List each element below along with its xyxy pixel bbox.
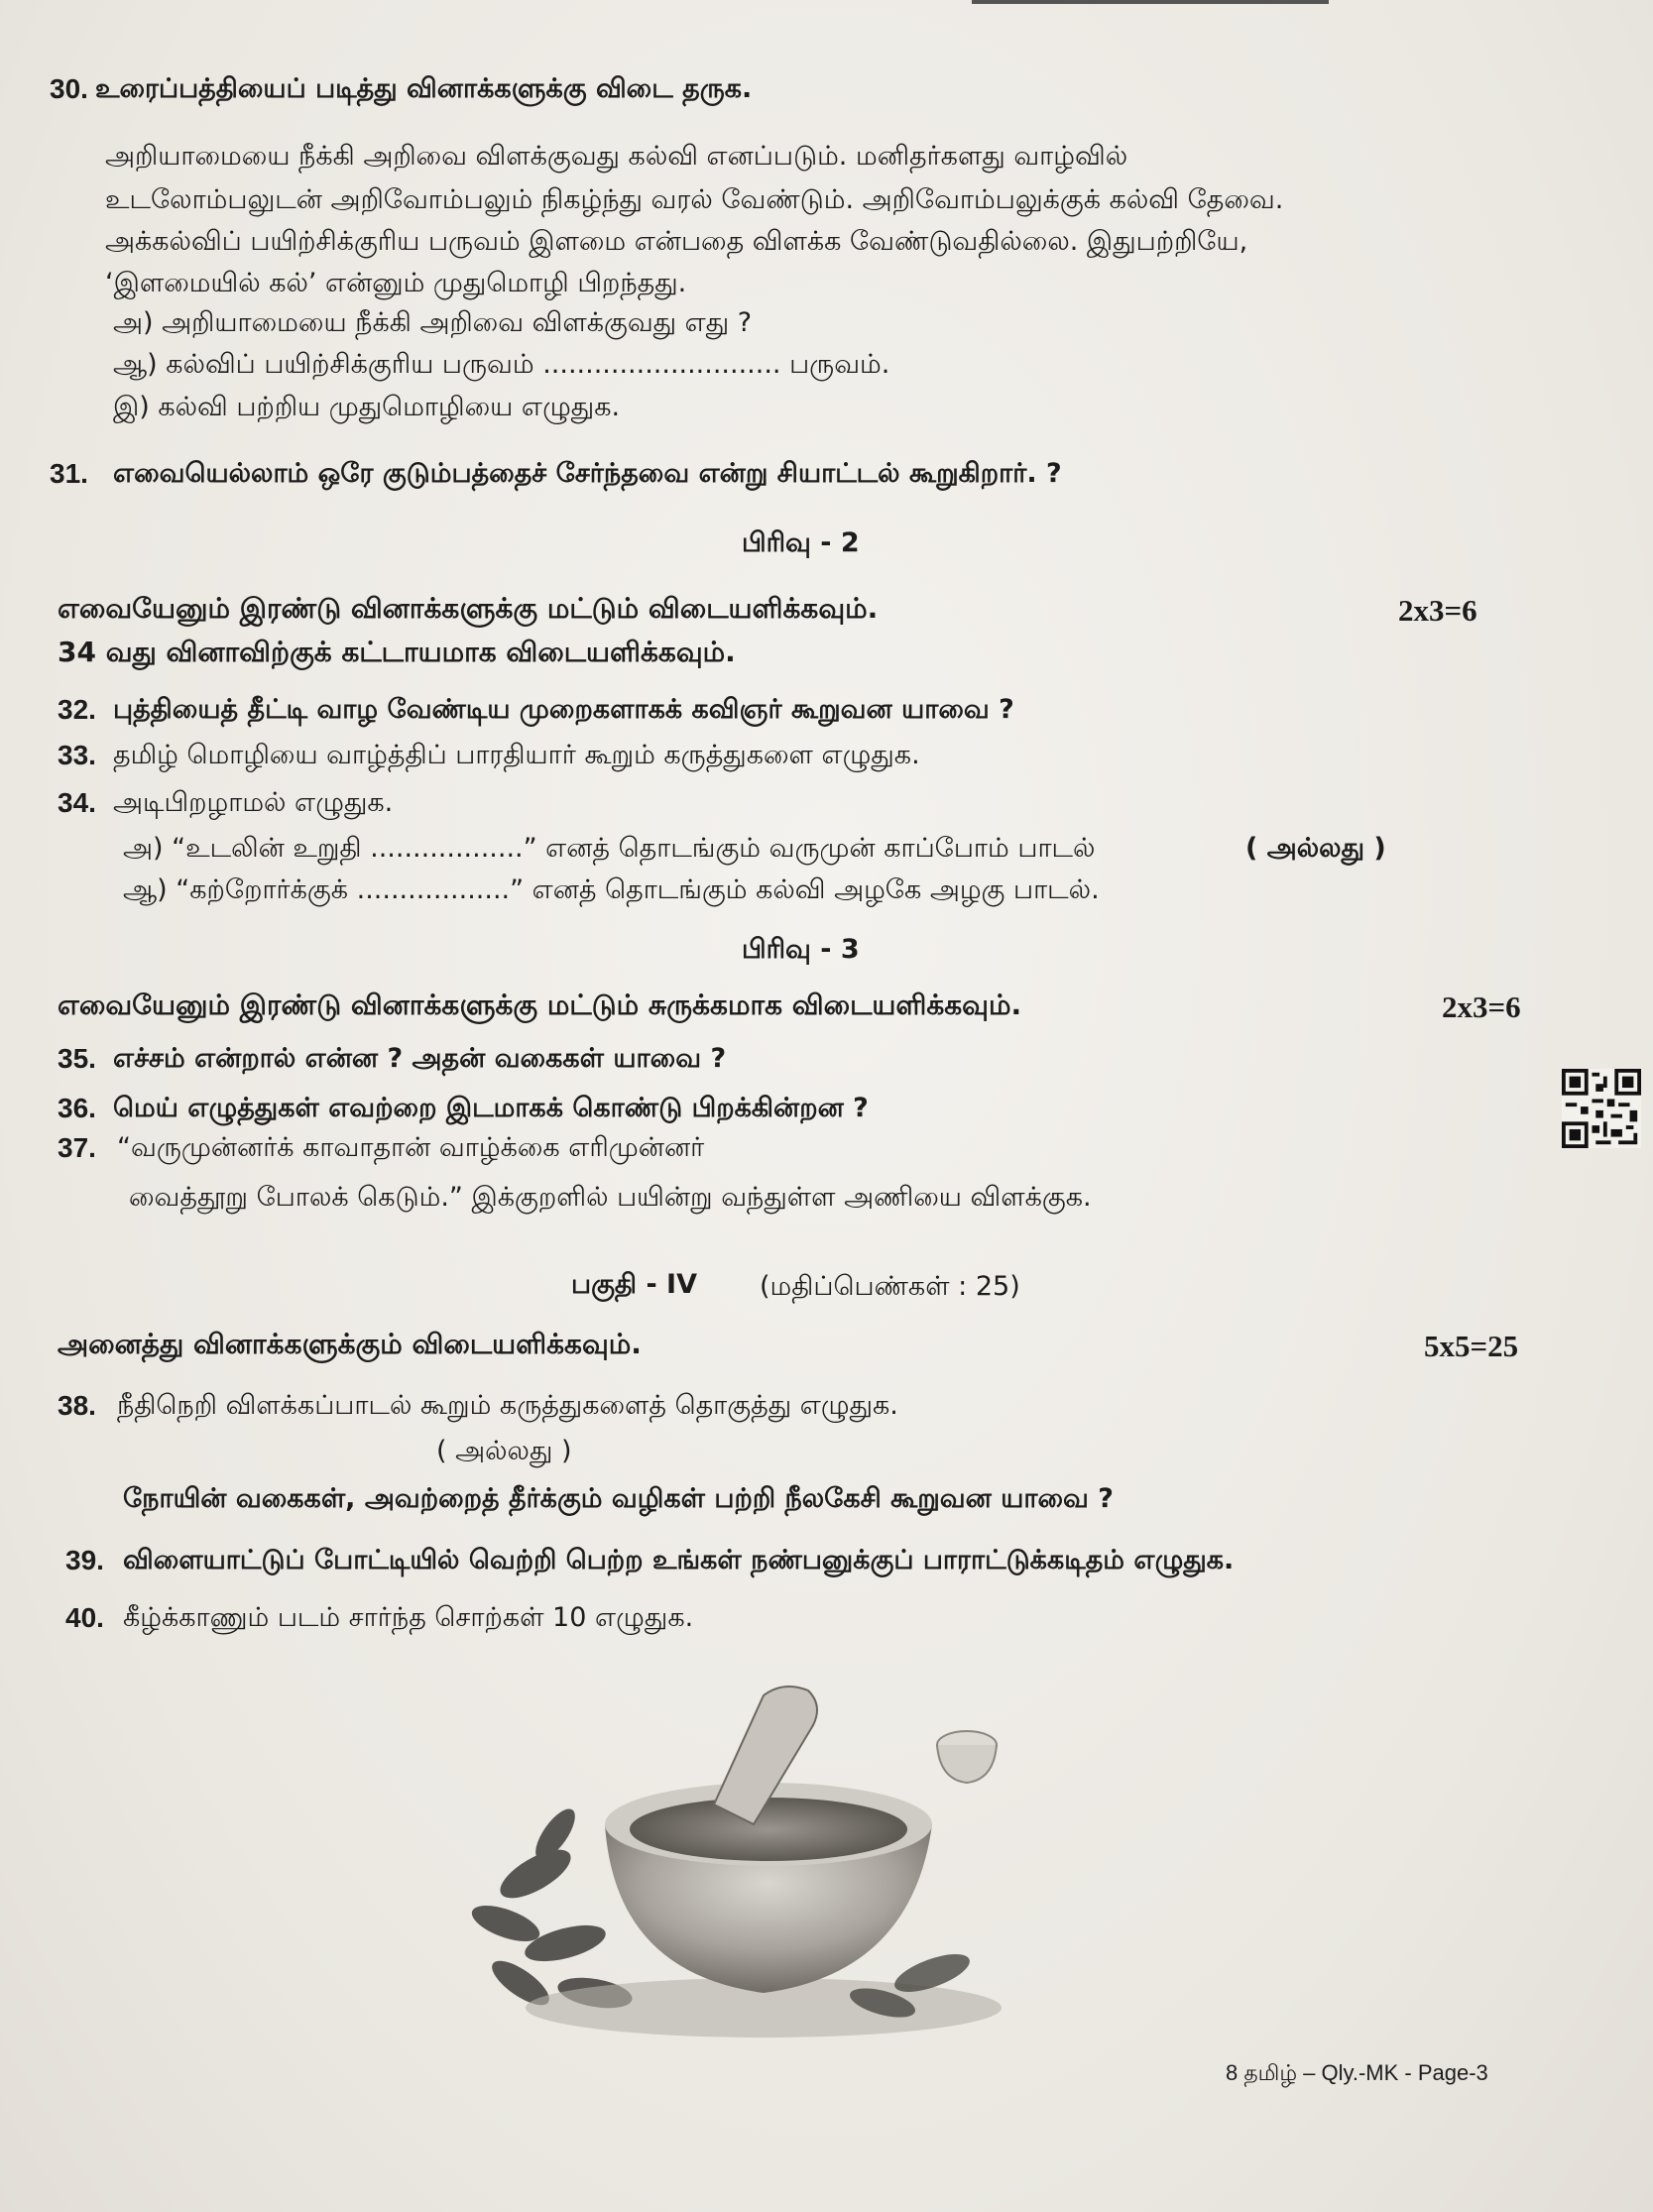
q30-sub-b: ஆ) கல்விப் பயிற்சிக்குரிய பருவம் ............................ பருவம். <box>113 349 890 380</box>
q34-text: அடிபிறழாமல் எழுதுக. <box>113 787 394 818</box>
qr-code-icon <box>1562 1069 1641 1148</box>
q30-number: 30. <box>50 73 88 104</box>
q33-number: 33. <box>58 740 96 770</box>
q38-or: ( அல்லது ) <box>436 1436 572 1466</box>
q30-sub-a: அ) அறியாமையை நீக்கி அறிவை விளக்குவது எது ? <box>113 307 753 338</box>
q34-or: ( அல்லது ) <box>1245 833 1386 864</box>
mortar-pestle-herbs-image <box>466 1676 1021 2042</box>
q30-passage-line-2: உடலோம்பலுடன் அறிவோம்பலும் நிகழ்ந்து வரல் வேண்டும். அறிவோம்பலுக்குக் கல்வி தேவை. <box>105 184 1284 215</box>
q38-alt: நோயின் வகைகள், அவற்றைத் தீர்க்கும் வழிகள் பற்றி நீலகேசி கூறுவன யாவை ? <box>123 1483 1114 1514</box>
part-4-title: பகுதி - IV <box>571 1269 697 1300</box>
q34-number: 34. <box>58 787 96 818</box>
section-3-title: பிரிவு - 3 <box>742 934 860 965</box>
q38-text: நீதிநெறி விளக்கப்பாடல் கூறும் கருத்துகளைத் தொகுத்து எழுதுக. <box>117 1390 898 1421</box>
q32-text: புத்தியைத் தீட்டி வாழ வேண்டிய முறைகளாகக் கவிஞர் கூறுவன யாவை ? <box>113 694 1014 725</box>
q30-passage-line-4: ‘இளமையில் கல்’ என்னும் முதுமொழி பிறந்தது. <box>105 268 687 298</box>
top-edge-mark <box>972 0 1329 4</box>
part-4-marks: 5x5=25 <box>1424 1329 1519 1363</box>
q36-text: மெய் எழுத்துகள் எவற்றை இடமாகக் கொண்டு பிறக்கின்றன ? <box>113 1093 869 1123</box>
q30-passage-line-1: அறியாமையை நீக்கி அறிவை விளக்குவது கல்வி எனப்படும். மனிதர்களது வாழ்வில் <box>105 141 1128 172</box>
page-footer: 8 தமிழ் – Qly.-MK - Page-3 <box>1226 2060 1488 2085</box>
section-3-instruction: எவையேனும் இரண்டு வினாக்களுக்கு மட்டும் சுருக்கமாக விடையளிக்கவும். <box>58 989 1022 1021</box>
q37-line-2: வைத்தூறு போலக் கெடும்.” இக்குறளில் பயின்று வந்துள்ள அணியை விளக்குக. <box>129 1182 1092 1213</box>
q37-line-1: “வருமுன்னர்க் காவாதான் வாழ்க்கை எரிமுன்னர் <box>117 1132 705 1163</box>
q39-number: 39. <box>65 1545 104 1575</box>
section-2-instruction-2: 34 வது வினாவிற்குக் கட்டாயமாக விடையளிக்கவும். <box>58 636 736 668</box>
q35-text: எச்சம் என்றால் என்ன ? அதன் வகைகள் யாவை ? <box>113 1043 727 1074</box>
section-2-marks: 2x3=6 <box>1398 593 1477 628</box>
q31-text: எவையெல்லாம் ஒரே குடும்பத்தைச் சேர்ந்தவை என்று சியாட்டல் கூறுகிறார். ? <box>113 458 1062 489</box>
q36-number: 36. <box>58 1093 96 1123</box>
q35-number: 35. <box>58 1043 96 1074</box>
q30-passage-line-3: அக்கல்விப் பயிற்சிக்குரிய பருவம் இளமை என்பதை விளக்க வேண்டுவதில்லை. இதுபற்றியே, <box>105 226 1248 257</box>
section-2-instruction-1: எவையேனும் இரண்டு வினாக்களுக்கு மட்டும் விடையளிக்கவும். <box>58 592 879 625</box>
q32-number: 32. <box>58 694 96 725</box>
q37-number: 37. <box>58 1132 96 1163</box>
q40-number: 40. <box>65 1602 104 1633</box>
q39-text: விளையாட்டுப் போட்டியில் வெற்றி பெற்ற உங்கள் நண்பனுக்குப் பாராட்டுக்கடிதம் எழுதுக. <box>123 1545 1235 1575</box>
q31-number: 31. <box>50 458 88 489</box>
section-3-marks: 2x3=6 <box>1442 990 1521 1024</box>
part-4-marks-note: (மதிப்பெண்கள் : 25) <box>760 1271 1020 1302</box>
q30-sub-c: இ) கல்வி பற்றிய முதுமொழியை எழுதுக. <box>113 392 621 422</box>
q34-option-b: ஆ) “கற்றோர்க்குக் ..................” எனத் தொடங்கும் கல்வி அழகே அழகு பாடல். <box>123 874 1100 905</box>
q30-prompt: உரைப்பத்தியைப் படித்து வினாக்களுக்கு விடை தருக. <box>95 73 753 104</box>
q34-option-a: அ) “உடலின் உறுதி ..................” எனத் தொடங்கும் வருமுன் காப்போம் பாடல் <box>123 833 1096 864</box>
q33-text: தமிழ் மொழியை வாழ்த்திப் பாரதியார் கூறும் கருத்துகளை எழுதுக. <box>113 740 920 770</box>
part-4-instruction: அனைத்து வினாக்களுக்கும் விடையளிக்கவும். <box>58 1328 642 1360</box>
section-2-title: பிரிவு - 2 <box>742 527 860 558</box>
q38-number: 38. <box>58 1390 96 1421</box>
q40-text: கீழ்க்காணும் படம் சார்ந்த சொற்கள் 10 எழுதுக. <box>123 1602 694 1633</box>
